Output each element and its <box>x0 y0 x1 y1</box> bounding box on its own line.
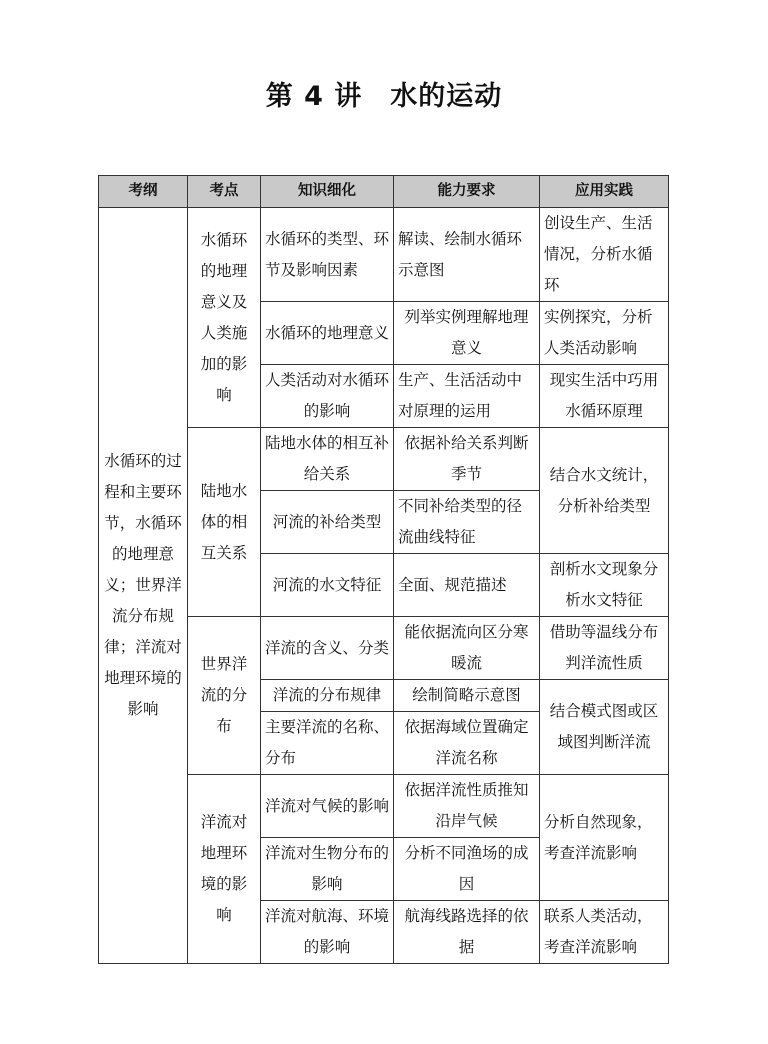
ability-cell: 依据洋流性质推知沿岸气候 <box>394 775 540 838</box>
ability-cell: 不同补给类型的径流曲线特征 <box>394 491 540 554</box>
table-row <box>99 208 669 302</box>
knowledge-cell: 陆地水体的相互补给关系 <box>261 428 394 491</box>
knowledge-cell: 水循环的地理意义 <box>261 302 394 365</box>
knowledge-cell: 河流的水文特征 <box>261 554 394 617</box>
ability-cell: 列举实例理解地理意义 <box>394 302 540 365</box>
practice-cell: 创设生产、生活情况，分析水循环 <box>540 208 669 302</box>
ability-cell: 航海线路选择的依据 <box>394 901 540 964</box>
ability-cell: 全面、规范描述 <box>394 554 540 617</box>
knowledge-cell: 洋流对航海、环境的影响 <box>261 901 394 964</box>
point-cell: 水循环的地理意义及人类施加的影响 <box>188 208 261 428</box>
practice-cell: 剖析水文现象分析水文特征 <box>540 554 669 617</box>
practice-cell: 结合模式图或区域图判断洋流 <box>540 680 669 775</box>
knowledge-cell: 洋流的分布规律 <box>261 680 394 712</box>
ability-cell: 解读、绘制水循环示意图 <box>394 208 540 302</box>
header-point: 考点 <box>188 176 261 208</box>
practice-cell: 现实生活中巧用水循环原理 <box>540 365 669 428</box>
point-cell: 陆地水体的相互关系 <box>188 428 261 617</box>
knowledge-cell: 洋流对气候的影响 <box>261 775 394 838</box>
header-knowledge: 知识细化 <box>261 176 394 208</box>
syllabus-cell: 水循环的过程和主要环节，水循环的地理意义；世界洋流分布规律；洋流对地理环境的影响 <box>99 208 188 964</box>
syllabus-table <box>98 175 669 964</box>
ability-cell: 绘制简略示意图 <box>394 680 540 712</box>
knowledge-cell: 河流的补给类型 <box>261 491 394 554</box>
ability-cell: 依据补给关系判断季节 <box>394 428 540 491</box>
ability-cell: 分析不同渔场的成因 <box>394 838 540 901</box>
practice-cell: 联系人类活动，考查洋流影响 <box>540 901 669 964</box>
ability-cell: 依据海域位置确定洋流名称 <box>394 712 540 775</box>
knowledge-cell: 人类活动对水循环的影响 <box>261 365 394 428</box>
header-syllabus: 考纲 <box>99 176 188 208</box>
knowledge-cell: 洋流的含义、分类 <box>261 617 394 680</box>
ability-cell: 生产、生活活动中对原理的运用 <box>394 365 540 428</box>
knowledge-cell: 主要洋流的名称、分布 <box>261 712 394 775</box>
header-ability: 能力要求 <box>394 176 540 208</box>
header-practice: 应用实践 <box>540 176 669 208</box>
practice-cell: 借助等温线分布判洋流性质 <box>540 617 669 680</box>
knowledge-cell: 水循环的类型、环节及影响因素 <box>261 208 394 302</box>
ability-cell: 能依据流向区分寒暖流 <box>394 617 540 680</box>
point-cell: 世界洋流的分布 <box>188 617 261 775</box>
table-header-row <box>99 176 669 208</box>
point-cell: 洋流对地理环境的影响 <box>188 775 261 964</box>
page-title: 第 4 讲 水的运动 <box>265 81 503 112</box>
practice-cell: 结合水文统计，分析补给类型 <box>540 428 669 554</box>
practice-cell: 分析自然现象，考查洋流影响 <box>540 775 669 901</box>
practice-cell: 实例探究，分析人类活动影响 <box>540 302 669 365</box>
knowledge-cell: 洋流对生物分布的影响 <box>261 838 394 901</box>
